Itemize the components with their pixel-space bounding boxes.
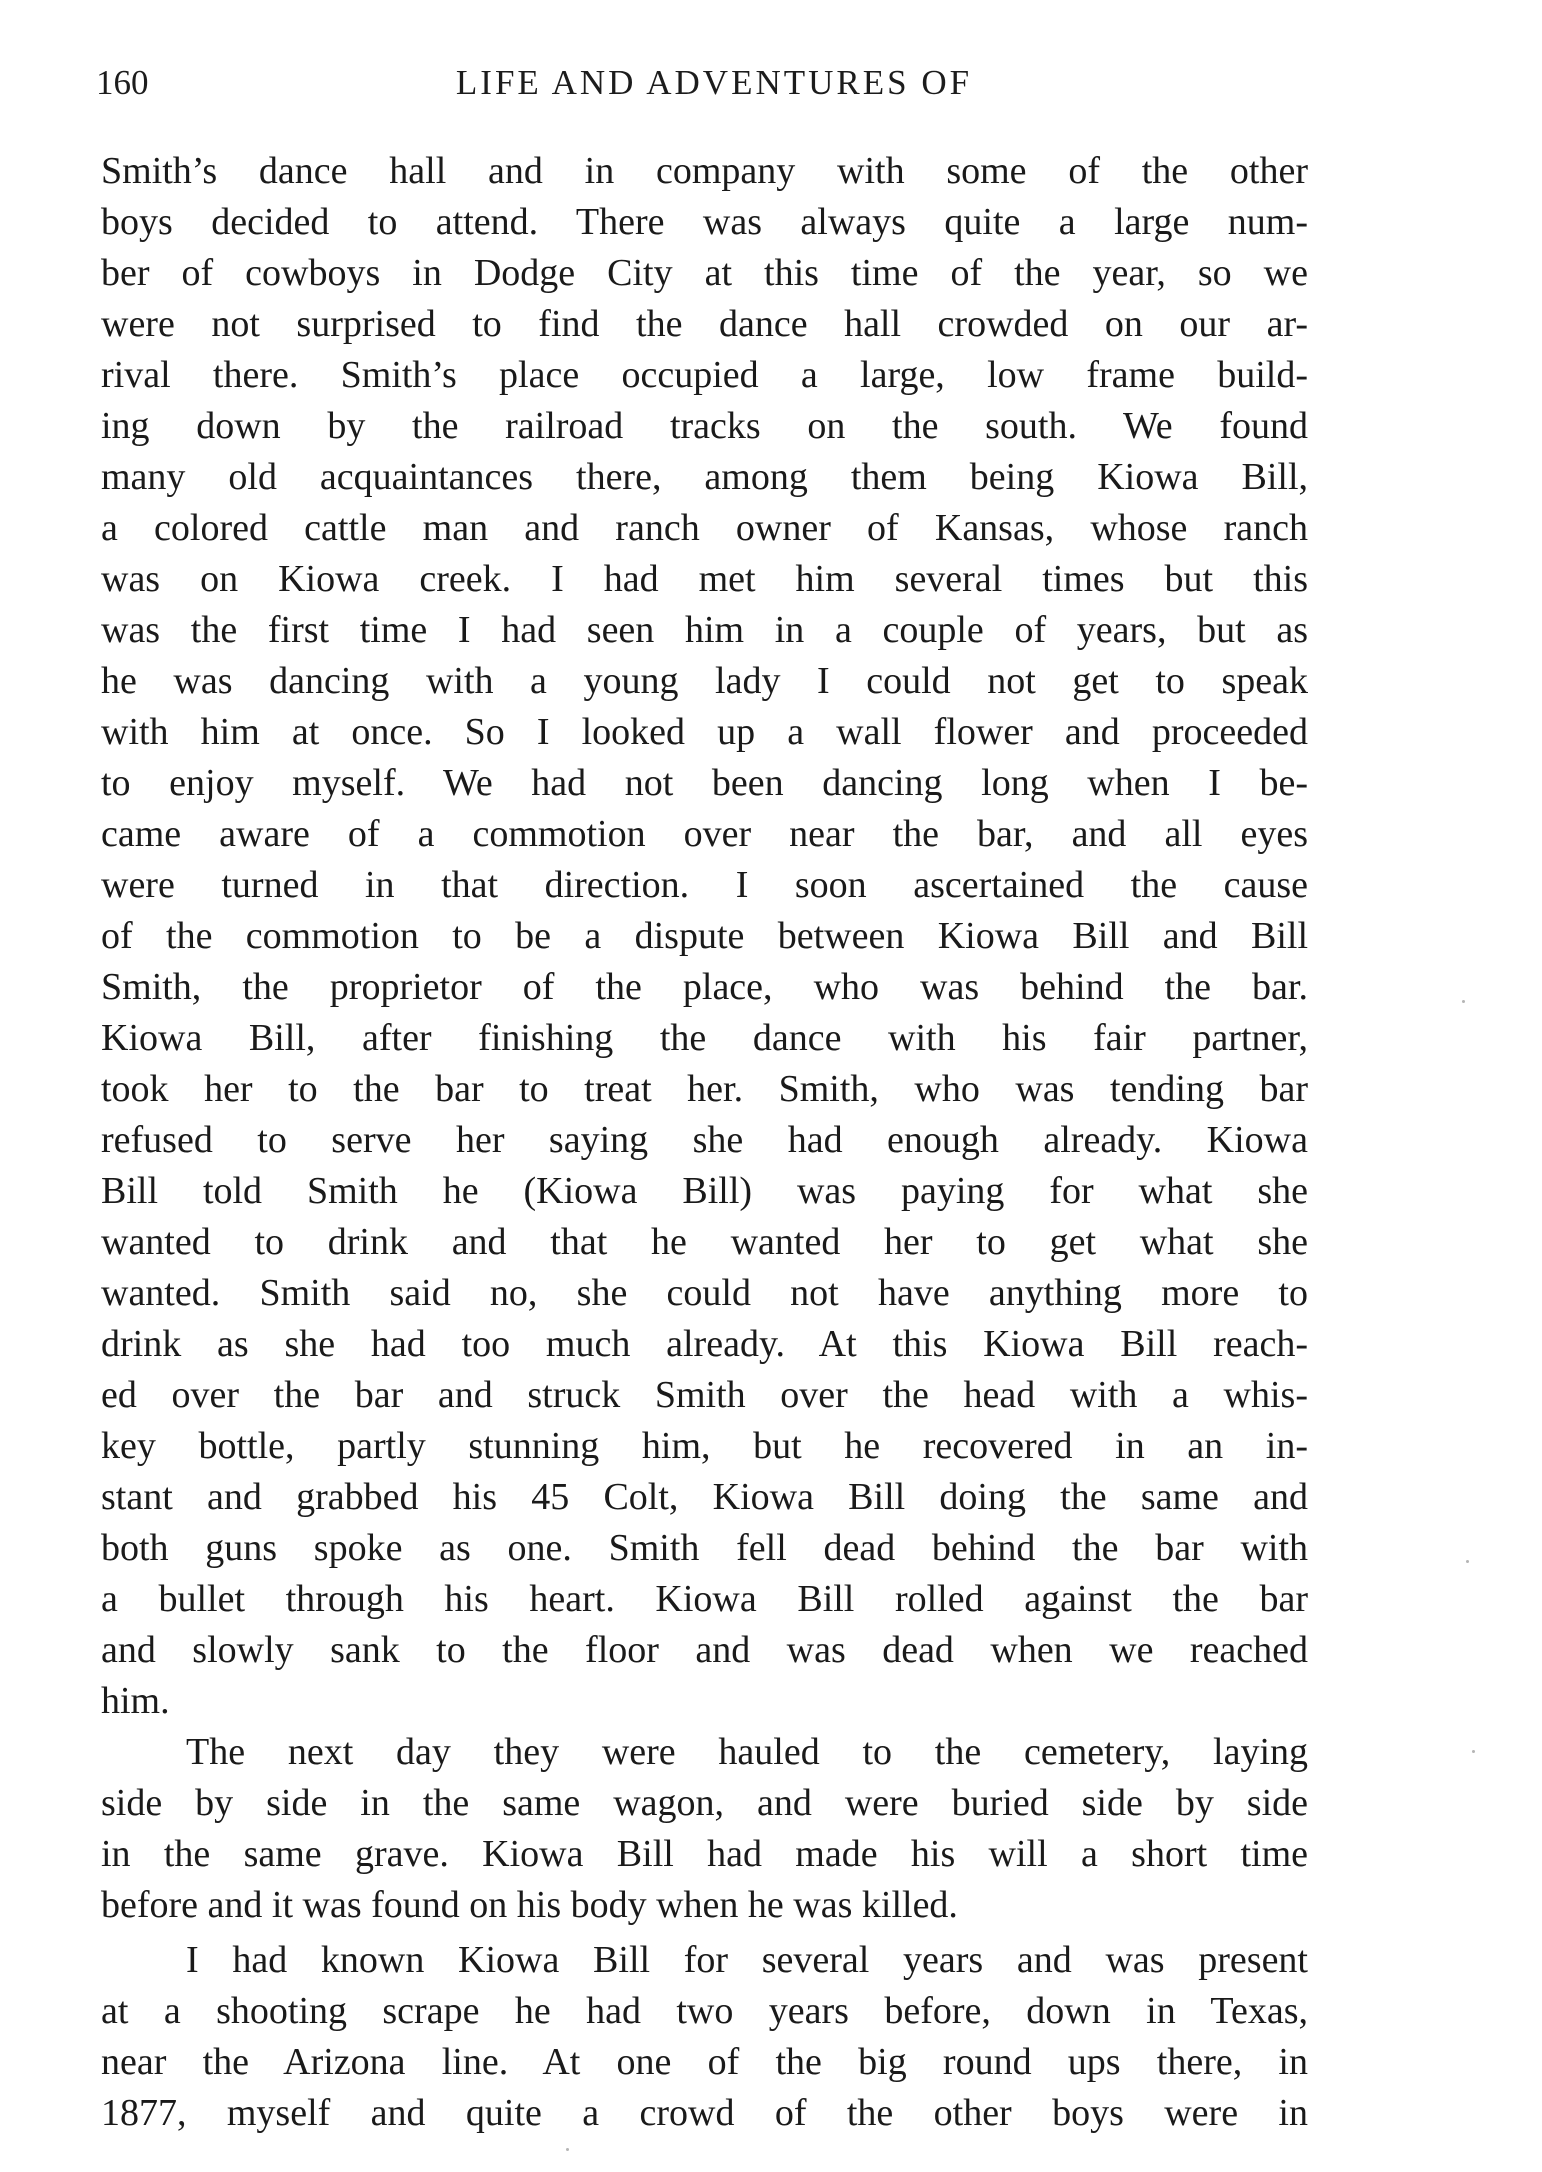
text-line: both guns spoke as one. Smith fell dead behind the bar with [101,1527,1308,1569]
text-line: a bullet through his heart. Kiowa Bill rolled against the bar [101,1578,1308,1620]
text-line: he was dancing with a young lady I could not get to speak [101,660,1308,702]
text-line: Smith’s dance hall and in company with some of the other [101,150,1308,192]
text-line: were turned in that direction. I soon ascertained the cause [101,864,1308,906]
text-line: drink as she had too much already. At this Kiowa Bill reach- [101,1323,1308,1365]
text-line: ed over the bar and struck Smith over the head with a whis- [101,1374,1308,1416]
text-line: before and it was found on his body when he was killed. [101,1884,958,1926]
text-line: at a shooting scrape he had two years before, down in Texas, [101,1990,1308,2032]
text-line: in the same grave. Kiowa Bill had made his will a short time [101,1833,1308,1875]
paragraph-3 [101,1935,1308,2139]
paper-speck [1472,1750,1475,1753]
text-line: came aware of a commotion over near the bar, and all eyes [101,813,1308,855]
text-line: refused to serve her saying she had enough already. Kiowa [101,1119,1308,1161]
paragraph-2 [101,1727,1308,1931]
text-line: 1877, myself and quite a crowd of the other boys were in [101,2092,1308,2134]
text-line: ber of cowboys in Dodge City at this time of the year, so we [101,252,1308,294]
text-line: The next day they were hauled to the cemetery, laying [186,1731,1308,1773]
text-line: and slowly sank to the floor and was dead when we reached [101,1629,1308,1671]
text-line: was on Kiowa creek. I had met him several times but this [101,558,1308,600]
text-line: were not surprised to find the dance hall crowded on our ar- [101,303,1308,345]
text-line: him. [101,1680,170,1722]
paper-speck [1466,1560,1469,1563]
text-line: I had known Kiowa Bill for several years and was present [186,1939,1308,1981]
text-line: side by side in the same wagon, and were buried side by side [101,1782,1308,1824]
paper-speck [1462,1000,1465,1003]
text-line: with him at once. So I looked up a wall flower and proceeded [101,711,1308,753]
text-line: was the first time I had seen him in a couple of years, but as [101,609,1308,651]
text-line: wanted to drink and that he wanted her to get what she [101,1221,1308,1263]
text-line: wanted. Smith said no, she could not have anything more to [101,1272,1308,1314]
text-line: took her to the bar to treat her. Smith, who was tending bar [101,1068,1308,1110]
text-line: ing down by the railroad tracks on the south. We found [101,405,1308,447]
text-line: rival there. Smith’s place occupied a large, low frame build- [101,354,1308,396]
text-line: Kiowa Bill, after finishing the dance with his fair partner, [101,1017,1308,1059]
text-line: key bottle, partly stunning him, but he recovered in an in- [101,1425,1308,1467]
body-text [101,146,1308,2139]
running-head [96,58,1312,108]
text-line: boys decided to attend. There was always quite a large num- [101,201,1308,243]
text-line: Smith, the proprietor of the place, who was behind the bar. [101,966,1308,1008]
paper-speck [566,2148,569,2151]
text-line: many old acquaintances there, among them being Kiowa Bill, [101,456,1308,498]
running-title: LIFE AND ADVENTURES OF [455,63,973,102]
text-line: near the Arizona line. At one of the big round ups there, in [101,2041,1308,2083]
text-line: to enjoy myself. We had not been dancing long when I be- [101,762,1308,804]
text-line: a colored cattle man and ranch owner of Kansas, whose ranch [101,507,1308,549]
text-line: Bill told Smith he (Kiowa Bill) was paying for what she [101,1170,1308,1212]
text-line: stant and grabbed his 45 Colt, Kiowa Bill doing the same and [101,1476,1308,1518]
paragraph-1 [101,146,1308,1727]
page-number: 160 [96,63,149,102]
text-line: of the commotion to be a dispute between Kiowa Bill and Bill [101,915,1308,957]
